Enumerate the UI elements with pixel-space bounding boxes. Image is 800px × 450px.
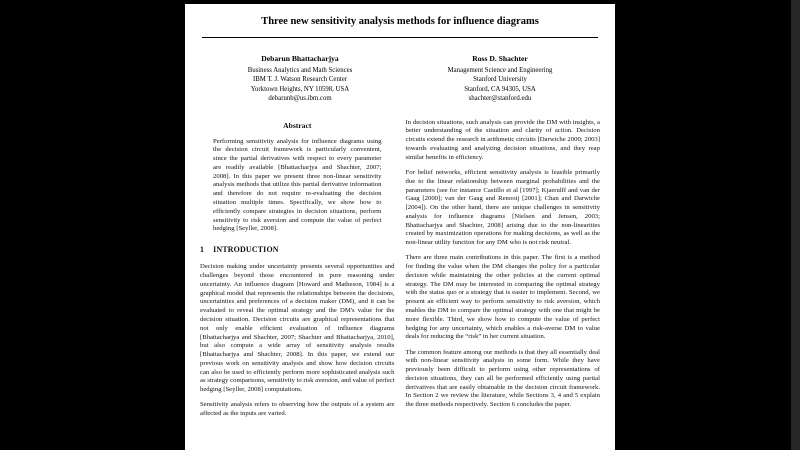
author-second — [400, 54, 600, 104]
author-address: Stanford, CA 94305, USA — [464, 85, 536, 93]
two-column-body — [200, 119, 600, 426]
left-column — [200, 119, 395, 426]
author-email: debarunb@us.ibm.com — [268, 95, 332, 103]
author-department: Management Science and Engineering — [447, 66, 553, 74]
title-divider — [202, 37, 598, 38]
author-department: Business Analytics and Math Sciences — [247, 66, 353, 74]
author-first — [200, 54, 400, 104]
body-paragraph-3: There are three main contributions in this paper. The first is a method for finding the value when the DM changes the policy for a particular decision while maintaining the other policies at the current optimal strategy. The DM may be interested in comparing the optimal strategy with the status quo or a strategy that is easier to implement. Second, we present an efficient way to perform sensitivity to risk aversion, which enables the DM to compare the optimal strategy with one that might be more flexible. Third, we show how to compute the value of perfect hedging for any uncertainty, which enables a risk-averse DM to value deals for reducing the “risk” in her current situation. — [405, 254, 600, 341]
abstract-text: Performing sensitivity analysis for influence diagrams using the decision circuit framework is particularly convenient, since the partial derivatives with respect to every parameter are readily available [Bhattacharjya and Shachter, 2007; 2008]. In this paper we present three non-linear sensitivity analysis methods that utilize this partial derivative information and therefore do not require re-evaluating the decision situation multiple times. Specifically, we show how to efficiently compare strategies in decision situations, perform sensitivity to risk aversion and compute the value of perfect hedging [Seyller, 2008]. — [213, 137, 382, 233]
author-email: shachter@stanford.edu — [468, 95, 532, 103]
body-paragraph-4: The common feature among our methods is that they all essentially deal with non-linear sensitivity analysis in some form. While they have previously been difficult to perform using other representations of decision situations, they can all be performed efficiently using partial derivatives that are easily obtainable in the decision circuit framework. In Section 2 we review the literature, while Sections 3, 4 and 5 explain the three methods respectively. Section 6 concludes the paper. — [405, 348, 600, 409]
body-paragraph-2: For belief networks, efficient sensitivity analysis is feasible primarily due to the linear relationship between marginal probabilities and the parameters (see for instance Castillo et al [1997]; Kjaerulff and van der Gaag [2000]; van der Gaag and Renooij [2001]; Chan and Darwiche [2004]). On the other hand, there are unique challenges in sensitivity analysis for influence diagrams [Nielsen and Jensen, 2003; Bhattacharjya and Shachter, 2008] arising due to the non-linearities created by maximization operations for making decisions, as well as the non-linear utility function for any DM who is not risk neutral. — [405, 169, 600, 247]
screen-right-edge — [791, 0, 800, 450]
author-institution: Stanford University — [473, 76, 527, 84]
section-number: 1 — [200, 245, 205, 255]
author-block — [200, 54, 600, 104]
author-address: Yorktown Heights, NY 10598, USA — [250, 85, 350, 93]
paper-page — [185, 4, 615, 450]
abstract-heading: Abstract — [283, 120, 312, 130]
author-name: Ross D. Shachter — [472, 54, 528, 64]
intro-paragraph-2: Sensitivity analysis refers to observing how the outputs of a system are affected as the inputs are varied. — [200, 401, 395, 418]
body-paragraph-1: In decision situations, such analysis can provide the DM with insights, a better understanding of the situation and clarity of action. Decision circuits extend the research in arithmetic circuits [Darwiche 2000; 2003] towards evaluating and analyzing decision situations, and they reap similar benefits in efficiency. — [405, 118, 600, 161]
paper-title: Three new sensitivity analysis methods for influence diagrams — [261, 16, 539, 27]
right-column — [406, 119, 601, 426]
section-title: INTRODUCTION — [213, 245, 279, 255]
section-heading-introduction — [200, 245, 395, 255]
intro-paragraph-1: Decision making under uncertainty presents several opportunities and challenges beyond those encountered in pure reasoning under uncertainty. An influence diagram [Howard and Matheson, 1984] is a graphical model that represents the relationships between the decisions, uncertainties and preferences of a decision maker (DM), and it can be evaluated to reveal the optimal strategy and the DM's value for the decision situation. Decision circuits are graphical representations that not only enable efficient evaluation of influence diagrams [Bhattacharjya and Shachter, 2007; Shachter and Bhattacharjya, 2010], but also compute a wide array of sensitivity analysis results [Bhattacharjya and Shachter, 2008]. In this paper, we extend our previous work on sensitivity analysis and show how decision circuits can also be used to efficiently perform more sophisticated analysis such as strategy comparisons, sensitivity to risk aversion, and value of perfect hedging [Seyller, 2008] computations. — [200, 263, 395, 394]
abstract-block — [200, 121, 395, 234]
author-institution: IBM T. J. Watson Research Center — [252, 76, 348, 84]
author-name: Debarun Bhattacharjya — [261, 54, 339, 64]
